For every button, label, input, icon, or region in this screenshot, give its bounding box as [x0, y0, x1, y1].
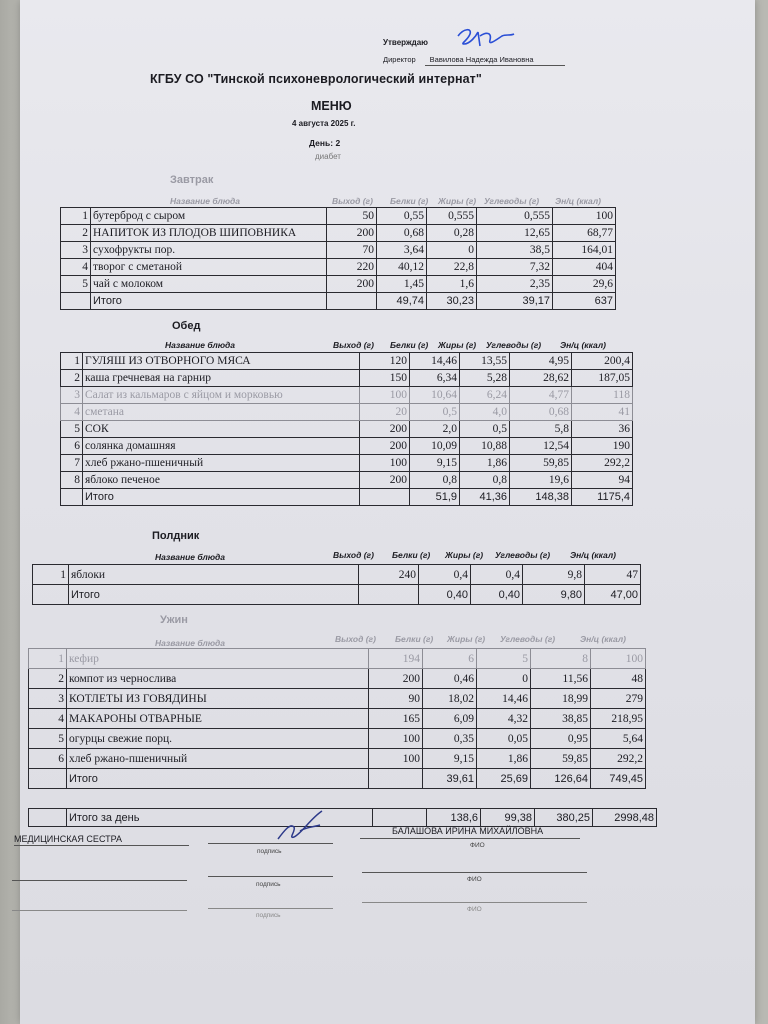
snack-table [32, 564, 641, 605]
table-row: 2 каша гречневая на гарнир 150 6,34 5,28 28,62 187,05 [61, 370, 633, 387]
nurse-role-label: МЕДИЦИНСКАЯ СЕСТРА [14, 834, 123, 844]
diet-label: диабет [315, 152, 341, 161]
col-header-name: Название блюда [155, 552, 226, 562]
dish-name: хлеб ржано-пшеничный [67, 749, 369, 769]
total-row: Итого 39,61 25,69 126,64 749,45 [29, 769, 646, 789]
dish-name: НАПИТОК ИЗ ПЛОДОВ ШИПОВНИКА [91, 225, 327, 242]
menu-day: День: 2 [309, 138, 341, 148]
col-header-yield: Выход (г) [332, 196, 373, 206]
dish-name: сухофрукты пор. [91, 242, 327, 259]
dish-name: каша гречневая на гарнир [83, 370, 360, 387]
dish-name: кефир [67, 649, 369, 669]
sign-line [208, 908, 333, 909]
col-header-carbs: Углеводы (г) [495, 550, 551, 560]
approve-label: Утверждаю [383, 38, 428, 47]
table-row: 3 сухофрукты пор. 70 3,64 0 38,5 164,01 [61, 242, 616, 259]
table-row: 7 хлеб ржано-пшеничный 100 9,15 1,86 59,85 292,2 [61, 455, 633, 472]
table-row: 3 КОТЛЕТЫ ИЗ ГОВЯДИНЫ 90 18,02 14,46 18,99 279 [29, 689, 646, 709]
section-lunch-title: Обед [172, 320, 201, 332]
col-header-yield: Выход (г) [333, 340, 374, 350]
director-label: Директор [383, 55, 416, 64]
col-header-carbs: Углеводы (г) [484, 196, 540, 206]
menu-document [20, 0, 755, 1024]
table-row: 1 ГУЛЯШ ИЗ ОТВОРНОГО МЯСА 120 14,46 13,55 4,95 200,4 [61, 353, 633, 370]
section-breakfast-title: Завтрак [170, 174, 214, 186]
fio-line [362, 872, 587, 873]
table-row: 1 яблоки 240 0,4 0,4 9,8 47 [33, 565, 641, 585]
section-dinner-title: Ужин [160, 614, 188, 626]
section-snack-title: Полдник [152, 530, 200, 542]
total-row: Итого за день 138,6 99,38 380,25 2998,48 [29, 809, 657, 827]
col-header-protein: Белки (г) [390, 340, 429, 350]
dish-name: солянка домашняя [83, 438, 360, 455]
col-header-carbs: Углеводы (г) [500, 634, 556, 644]
col-header-protein: Белки (г) [392, 550, 431, 560]
dish-name: огурцы свежие порц. [67, 729, 369, 749]
table-row: 4 МАКАРОНЫ ОТВАРНЫЕ 165 6,09 4,32 38,85 218,95 [29, 709, 646, 729]
dish-name: бутерброд с сыром [91, 208, 327, 225]
col-header-carbs: Углеводы (г) [486, 340, 542, 350]
total-row: Итого 51,9 41,36 148,38 1175,4 [61, 489, 633, 506]
col-header-protein: Белки (г) [390, 196, 429, 206]
table-row: 2 компот из чернослива 200 0,46 0 11,56 48 [29, 669, 646, 689]
col-header-fat: Жиры (г) [445, 550, 484, 560]
fio-line [360, 838, 580, 839]
dish-name: СОК [83, 421, 360, 438]
breakfast-table [60, 207, 616, 310]
col-header-fat: Жиры (г) [438, 340, 477, 350]
director-name: Вавилова Надежда Ивановна [429, 55, 534, 64]
fio-line [362, 902, 587, 903]
dish-name: Салат из кальмаров с яйцом и морковью [83, 387, 360, 404]
dish-name: яблоки [69, 565, 359, 585]
col-header-energy: Эн/ц (ккал) [570, 550, 616, 560]
col-header-fat: Жиры (г) [447, 634, 486, 644]
page-title: МЕНЮ [311, 99, 352, 113]
dish-name: компот из чернослива [67, 669, 369, 689]
nurse-name: БАЛАШОВА ИРИНА МИХАЙЛОВНА [392, 826, 544, 836]
col-header-fat: Жиры (г) [438, 196, 477, 206]
col-header-energy: Эн/ц (ккал) [555, 196, 601, 206]
menu-date: 4 августа 2025 г. [292, 119, 356, 128]
dish-name: яблоко печеное [83, 472, 360, 489]
dinner-table [28, 648, 646, 789]
table-row: 4 сметана 20 0,5 4,0 0,68 41 [61, 404, 633, 421]
nurse-signature-icon [270, 805, 330, 845]
dish-name: МАКАРОНЫ ОТВАРНЫЕ [67, 709, 369, 729]
total-row: Итого 49,74 30,23 39,17 637 [61, 293, 616, 310]
fio-caption: ФИО [467, 876, 482, 883]
role-line [12, 910, 187, 911]
director-sign-line [425, 65, 565, 66]
dish-name: творог с сметаной [91, 259, 327, 276]
col-header-energy: Эн/ц (ккал) [580, 634, 626, 644]
table-row: 1 кефир 194 6 5 8 100 [29, 649, 646, 669]
table-row: 4 творог с сметаной 220 40,12 22,8 7,32 404 [61, 259, 616, 276]
sign-line [208, 876, 333, 877]
col-header-name: Название блюда [170, 196, 241, 206]
table-row: 8 яблоко печеное 200 0,8 0,8 19,6 94 [61, 472, 633, 489]
col-header-energy: Эн/ц (ккал) [560, 340, 606, 350]
table-row: 2 НАПИТОК ИЗ ПЛОДОВ ШИПОВНИКА 200 0,68 0,28 12,65 68,77 [61, 225, 616, 242]
organization-title: КГБУ СО "Тинской психоневрологический интернат" [150, 72, 482, 86]
table-row: 6 хлеб ржано-пшеничный 100 9,15 1,86 59,85 292,2 [29, 749, 646, 769]
director-row [383, 55, 534, 64]
sign-caption: подпись [256, 881, 281, 888]
table-row: 5 огурцы свежие порц. 100 0,35 0,05 0,95 5,64 [29, 729, 646, 749]
col-header-yield: Выход (г) [333, 550, 374, 560]
sign-caption: подпись [257, 848, 282, 855]
dish-name: хлеб ржано-пшеничный [83, 455, 360, 472]
dish-name: чай с молоком [91, 276, 327, 293]
total-row: Итого 0,40 0,40 9,80 47,00 [33, 585, 641, 605]
table-row: 5 чай с молоком 200 1,45 1,6 2,35 29,6 [61, 276, 616, 293]
table-row: 5 СОК 200 2,0 0,5 5,8 36 [61, 421, 633, 438]
director-signature-icon [452, 22, 532, 54]
table-row: 6 солянка домашняя 200 10,09 10,88 12,54 190 [61, 438, 633, 455]
day-total-table [28, 808, 657, 827]
dish-name: ГУЛЯШ ИЗ ОТВОРНОГО МЯСА [83, 353, 360, 370]
fio-caption: ФИО [470, 842, 485, 849]
col-header-yield: Выход (г) [335, 634, 376, 644]
lunch-table [60, 352, 633, 506]
col-header-name: Название блюда [165, 340, 236, 350]
dish-name: сметана [83, 404, 360, 421]
role-line [12, 880, 187, 881]
col-header-name: Название блюда [155, 638, 226, 648]
table-row: 1 бутерброд с сыром 50 0,55 0,555 0,555 100 [61, 208, 616, 225]
role-line [14, 845, 189, 846]
fio-caption: ФИО [467, 906, 482, 913]
table-row: 3 Салат из кальмаров с яйцом и морковью 100 10,64 6,24 4,77 118 [61, 387, 633, 404]
dish-name: КОТЛЕТЫ ИЗ ГОВЯДИНЫ [67, 689, 369, 709]
sign-caption: подпись [256, 912, 281, 919]
col-header-protein: Белки (г) [395, 634, 434, 644]
